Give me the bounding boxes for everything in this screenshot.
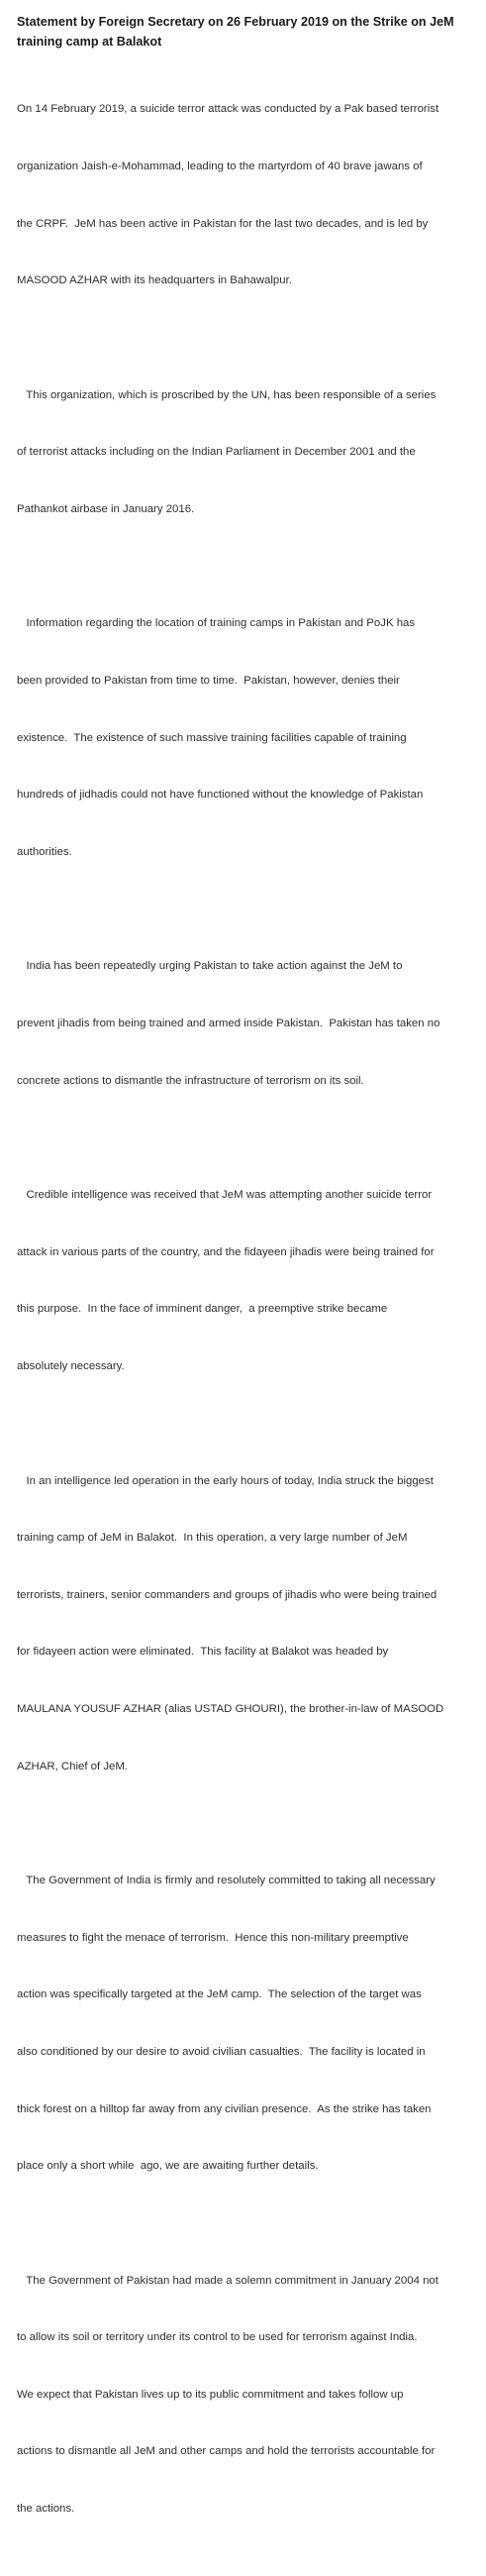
paragraph-2 xyxy=(17,348,474,557)
text-line: This organization, which is proscribed by the UN, has been responsible of a series xyxy=(17,388,437,401)
text-line: the CRPF. JeM has been active in Pakistan for the last two decades, and is led by xyxy=(17,217,429,230)
paragraph-8 xyxy=(17,2233,474,2556)
text-line: In an intelligence led operation in the early hours of today, India struck the biggest xyxy=(17,1474,434,1487)
text-line: prevent jihadis from being trained and armed inside Pakistan. Pakistan has taken no xyxy=(17,1018,440,1030)
text-line: concrete actions to dismantle the infrastructure of terrorism on its soil. xyxy=(17,1074,364,1087)
paragraph-7 xyxy=(17,1834,474,2214)
text-line: On 14 February 2019, a suicide terror attack was conducted by a Pak based terrorist xyxy=(17,103,439,116)
text-line: this purpose. In the face of imminent danger, a preemptive strike became xyxy=(17,1303,388,1316)
text-line: We expect that Pakistan lives up to its public commitment and takes follow up xyxy=(17,2388,404,2401)
paragraph-5 xyxy=(17,1148,474,1415)
text-line: actions to dismantle all JeM and other camps and hold the terrorists accountable for xyxy=(17,2445,436,2458)
text-line: action was specifically targeted at the JeM camp. The selection of the target was xyxy=(17,1988,422,2001)
text-line: existence. The existence of such massive training facilities capable of training xyxy=(17,731,407,744)
text-line: the actions. xyxy=(17,2503,75,2516)
text-line: for fidayeen action were eliminated. This facility at Balakot was headed by xyxy=(17,1646,389,1659)
text-line: India has been repeatedly urging Pakistan to take action against the JeM to xyxy=(17,960,403,973)
text-line: Information regarding the location of training camps in Pakistan and PoJK has xyxy=(17,617,416,630)
text-line: organization Jaish-e-Mohammad, leading to the martyrdom of 40 brave jawans of xyxy=(17,161,423,173)
text-line: Credible intelligence was received that JeM was attempting another suicide terror xyxy=(17,1189,433,1202)
text-line: terrorists, trainers, senior commanders and groups of jihadis who were being trained xyxy=(17,1588,437,1601)
text-line: The Government of Pakistan had made a solemn commitment in January 2004 not xyxy=(17,2274,438,2287)
text-line: The Government of India is firmly and resolutely committed to taking all necessary xyxy=(17,1875,436,1887)
paragraph-3 xyxy=(17,577,474,900)
text-line: attack in various parts of the country, and the fidayeen jihadis were being trained for xyxy=(17,1245,435,1258)
text-line: MAULANA YOUSUF AZHAR (alias USTAD GHOURI), the brother-in-law of MASOOD xyxy=(17,1702,444,1715)
text-line: thick forest on a hilltop far away from any civilian presence. As the strike has taken xyxy=(17,2102,432,2115)
text-line: been provided to Pakistan from time to time. Pakistan, however, denies their xyxy=(17,675,400,688)
title-line: Statement by Foreign Secretary on 26 February 2019 on the Strike on JeM xyxy=(17,15,454,29)
text-line: Pathankot airbase in January 2016. xyxy=(17,502,195,515)
text-line: AZHAR, Chief of JeM. xyxy=(17,1760,129,1772)
text-line: place only a short while ago, we are awaiting further details. xyxy=(17,2160,319,2173)
text-line: hundreds of jidhadis could not have functioned without the knowledge of Pakistan xyxy=(17,789,424,802)
paragraph-6 xyxy=(17,1434,474,1814)
text-line: MASOOD AZHAR with its headquarters in Bahawalpur. xyxy=(17,274,292,287)
statement-document xyxy=(17,12,474,2576)
title-line: training camp at Balakot xyxy=(17,35,162,49)
text-line: of terrorist attacks including on the Indian Parliament in December 2001 and the xyxy=(17,446,416,459)
paragraph-4 xyxy=(17,919,474,1128)
text-line: to allow its soil or territory under its control to be used for terrorism against India. xyxy=(17,2331,418,2344)
text-line: training camp of JeM in Balakot. In this operation, a very large number of JeM xyxy=(17,1532,408,1545)
text-line: absolutely necessary. xyxy=(17,1360,125,1372)
statement-title xyxy=(17,12,474,52)
text-line: measures to fight the menace of terrorism. Hence this non-military preemptive xyxy=(17,1931,409,1944)
text-line: authorities. xyxy=(17,845,72,858)
text-line: also conditioned by our desire to avoid civilian casualties. The facility is located in xyxy=(17,2045,426,2058)
paragraph-1 xyxy=(17,62,474,329)
